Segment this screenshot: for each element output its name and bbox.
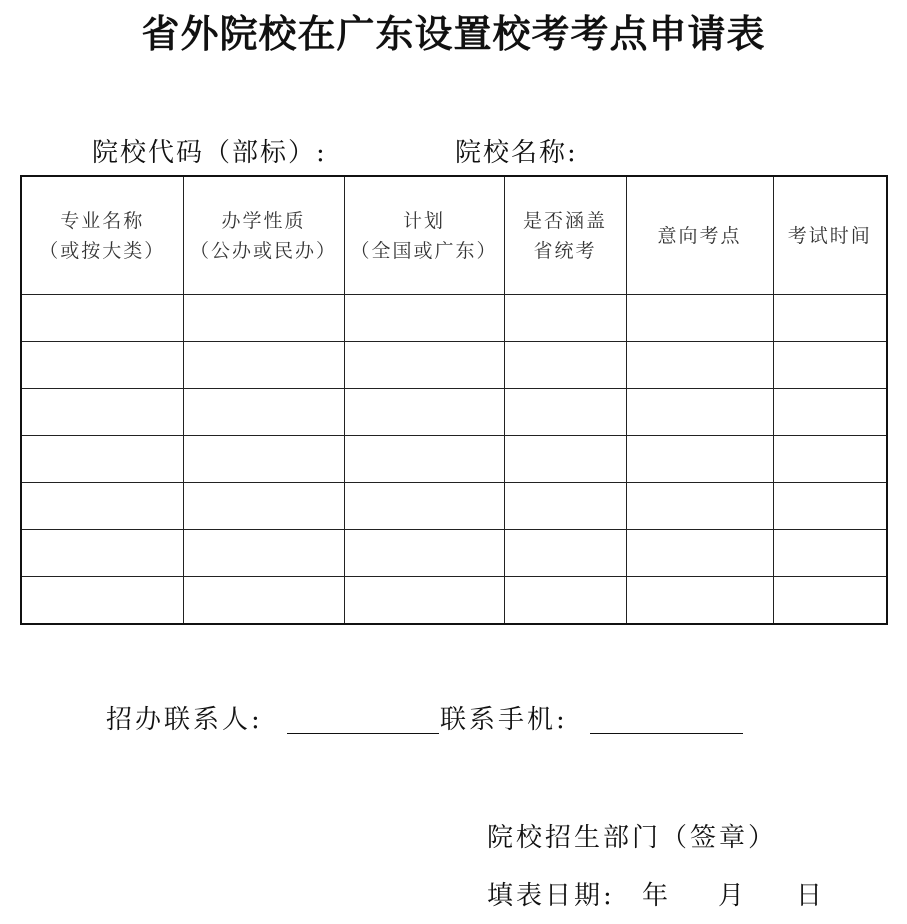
table-cell[interactable] [21, 577, 183, 625]
table-row [21, 436, 887, 483]
table-row [21, 295, 887, 342]
table-cell[interactable] [183, 389, 344, 436]
table-cell[interactable] [183, 295, 344, 342]
table-cell[interactable] [626, 577, 773, 625]
header-covers-unified-exam [504, 176, 626, 295]
signature-dept-label: 院校招生部门（签章） [487, 823, 778, 853]
header-line: 意向考点 [657, 224, 742, 247]
table-cell[interactable] [626, 295, 773, 342]
table-cell[interactable] [773, 577, 887, 625]
date-day-label: 日 [796, 881, 823, 911]
table-cell[interactable] [504, 389, 626, 436]
table-cell[interactable] [773, 530, 887, 577]
table-cell[interactable] [183, 577, 344, 625]
contact-phone-label: 联系手机: [440, 705, 568, 735]
table-row [21, 483, 887, 530]
table-row [21, 530, 887, 577]
contact-person-label: 招办联系人: [106, 705, 263, 735]
header-plan [344, 176, 504, 295]
table-cell[interactable] [344, 483, 504, 530]
header-line: 计划 [402, 209, 445, 232]
school-code-label: 院校代码（部标）: [92, 138, 327, 168]
table-cell[interactable] [344, 577, 504, 625]
table-cell[interactable] [344, 389, 504, 436]
table-cell[interactable] [21, 389, 183, 436]
table-cell[interactable] [504, 530, 626, 577]
table-cell[interactable] [344, 530, 504, 577]
header-line: 是否涵盖 [522, 209, 607, 232]
table-cell[interactable] [183, 342, 344, 389]
table-cell[interactable] [504, 436, 626, 483]
application-table [20, 175, 888, 625]
table-cell[interactable] [21, 342, 183, 389]
table-row [21, 389, 887, 436]
table-cell[interactable] [344, 342, 504, 389]
table-cell[interactable] [626, 530, 773, 577]
table-cell[interactable] [504, 342, 626, 389]
date-month-label: 月 [718, 881, 745, 911]
table-cell[interactable] [21, 436, 183, 483]
header-line: （全国或广东） [350, 239, 498, 262]
form-title: 省外院校在广东设置校考考点申请表 [141, 12, 766, 56]
table-cell[interactable] [344, 436, 504, 483]
contact-phone-blank[interactable] [590, 733, 743, 734]
contact-person-blank[interactable] [287, 733, 439, 734]
table-cell[interactable] [504, 295, 626, 342]
date-year-label: 年 [642, 881, 669, 911]
table-cell[interactable] [504, 483, 626, 530]
table-cell[interactable] [21, 483, 183, 530]
table-cell[interactable] [21, 530, 183, 577]
table-cell[interactable] [773, 389, 887, 436]
table-cell[interactable] [626, 436, 773, 483]
table-cell[interactable] [626, 389, 773, 436]
table-body [21, 295, 887, 625]
header-line: 省统考 [533, 239, 597, 262]
table-row [21, 577, 887, 625]
header-school-type [183, 176, 344, 295]
header-line: 考试时间 [787, 224, 872, 247]
table-cell[interactable] [21, 295, 183, 342]
header-line: 办学性质 [221, 209, 306, 232]
table-cell[interactable] [183, 530, 344, 577]
header-intended-exam-site [626, 176, 773, 295]
header-major [21, 176, 183, 295]
table-cell[interactable] [183, 483, 344, 530]
table-cell[interactable] [773, 436, 887, 483]
school-name-label: 院校名称: [455, 138, 578, 168]
table-cell[interactable] [626, 483, 773, 530]
table-cell[interactable] [504, 577, 626, 625]
table-cell[interactable] [626, 342, 773, 389]
table-cell[interactable] [773, 483, 887, 530]
table-header-row [21, 176, 887, 295]
table-cell[interactable] [344, 295, 504, 342]
fill-date-label: 填表日期: [487, 881, 615, 911]
header-line: （或按大类） [39, 239, 166, 262]
table-cell[interactable] [773, 342, 887, 389]
table-row [21, 342, 887, 389]
header-line: 专业名称 [60, 209, 145, 232]
table-cell[interactable] [773, 295, 887, 342]
header-line: （公办或民办） [189, 239, 337, 262]
table-cell[interactable] [183, 436, 344, 483]
header-exam-time [773, 176, 887, 295]
